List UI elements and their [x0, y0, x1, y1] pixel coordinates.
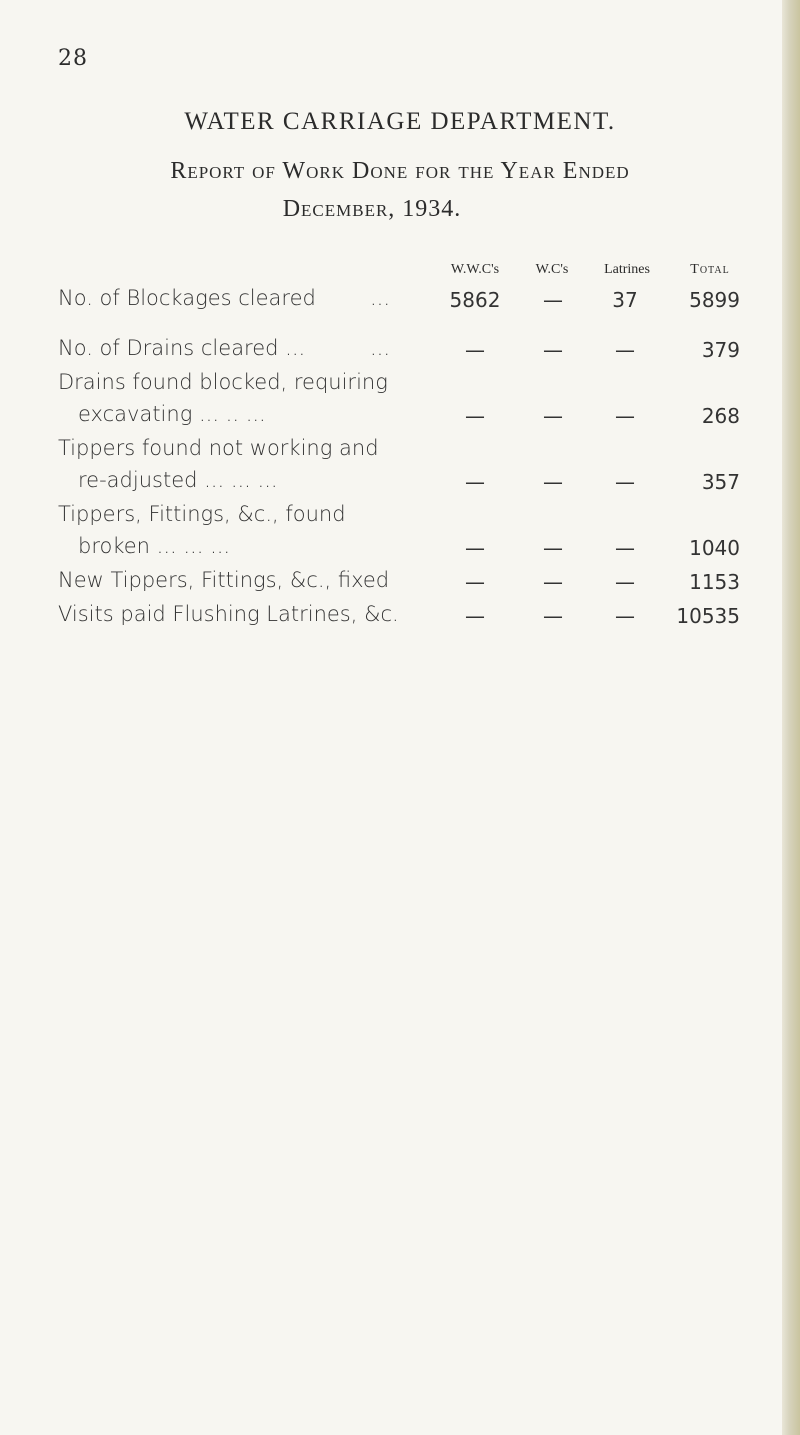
cell-latrines: —	[615, 536, 635, 560]
cell-total: 5899	[689, 288, 740, 312]
column-header-wwc: W.W.C's	[450, 262, 500, 277]
cell-latrines: —	[615, 604, 635, 628]
cell-total: 379	[701, 338, 740, 362]
cell-latrines: —	[615, 470, 635, 494]
cell-latrines: —	[615, 570, 635, 594]
cell-latrines: —	[615, 338, 635, 362]
cell-total: 1153	[689, 570, 740, 594]
cell-wc: —	[543, 404, 563, 428]
cell-wwc: —	[465, 338, 485, 362]
column-header-wc: W.C's	[535, 262, 569, 277]
row-label-blockages-dots: ...	[370, 286, 391, 310]
column-header-latrines: Latrines	[604, 262, 650, 277]
cell-latrines: 37	[612, 288, 638, 312]
row-label-drains-cleared: No. of Drains cleared ...	[58, 336, 306, 360]
cell-wwc: —	[465, 604, 485, 628]
row-label-tippers-broken-line-2: broken ... ... ...	[78, 534, 231, 558]
row-label-tippers-readjusted-line-2: re-adjusted ... ... ...	[78, 468, 278, 492]
row-label-blockages: No. of Blockages cleared	[58, 286, 316, 310]
cell-wwc: 5862	[449, 288, 501, 312]
row-label-new-tippers: New Tippers, Fittings, &c., fixed	[58, 568, 390, 592]
cell-wc: —	[543, 470, 563, 494]
cell-wwc: —	[465, 404, 485, 428]
row-label-tippers-broken: Tippers, Fittings, &c., found	[58, 502, 346, 526]
cell-wwc: —	[465, 536, 485, 560]
cell-total: 1040	[689, 536, 740, 560]
cell-wc: —	[543, 604, 563, 628]
report-subtitle-line-1: Report of Work Done for the Year Ended	[170, 158, 630, 184]
cell-wc: —	[543, 338, 563, 362]
row-label-drains-blocked-line-2: excavating ... .. ...	[78, 402, 266, 426]
page-title: WATER CARRIAGE DEPARTMENT.	[184, 108, 616, 135]
row-label-tippers-readjusted: Tippers found not working and	[58, 436, 379, 460]
cell-wc: —	[543, 288, 563, 312]
report-subtitle-line-2: December, 1934.	[282, 196, 462, 222]
cell-total: 357	[701, 470, 740, 494]
page-edge	[782, 0, 800, 1435]
column-header-total: Total	[690, 262, 730, 277]
cell-wwc: —	[465, 570, 485, 594]
cell-total: 10535	[676, 604, 740, 628]
cell-wwc: —	[465, 470, 485, 494]
cell-wc: —	[543, 570, 563, 594]
row-label-drains-cleared-dots: ...	[370, 336, 391, 360]
cell-latrines: —	[615, 404, 635, 428]
row-label-visits-latrines: Visits paid Flushing Latrines, &c.	[58, 602, 399, 626]
cell-wc: —	[543, 536, 563, 560]
row-label-drains-blocked: Drains found blocked, requiring	[58, 370, 388, 394]
page-number: 28	[58, 46, 88, 71]
cell-total: 268	[701, 404, 740, 428]
